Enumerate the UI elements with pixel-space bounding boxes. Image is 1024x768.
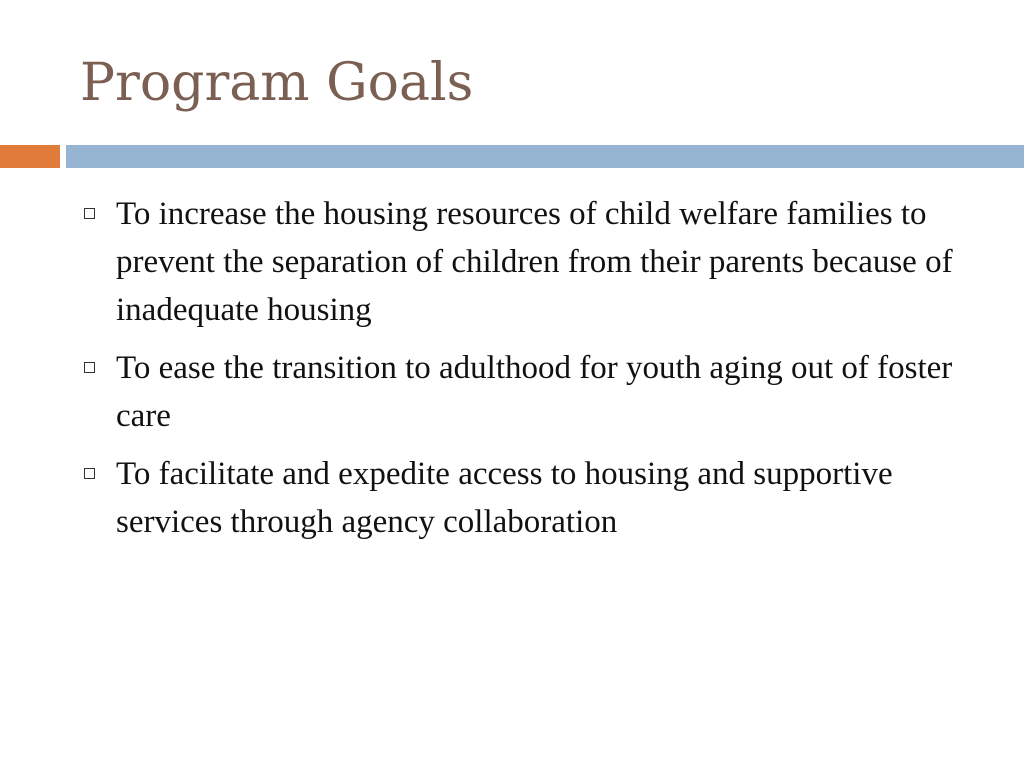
hollow-square-icon [84, 468, 95, 479]
title-rule-accent [0, 145, 60, 168]
bullet-list [84, 190, 964, 556]
hollow-square-icon [84, 208, 95, 219]
bullet-text: To ease the transition to adulthood for youth aging out of foster care [116, 350, 953, 434]
title-rule [66, 145, 1024, 168]
bullet-text: To facilitate and expedite access to housing and supportive services through agency collaboration [116, 456, 893, 540]
slide-title: Program Goals [80, 53, 474, 113]
bullet-text: To increase the housing resources of child welfare families to prevent the separation of children from their parents because of inadequate housing [116, 196, 953, 328]
hollow-square-icon [84, 362, 95, 373]
bullet-item [84, 344, 964, 440]
bullet-item [84, 450, 964, 546]
bullet-item [84, 190, 964, 334]
